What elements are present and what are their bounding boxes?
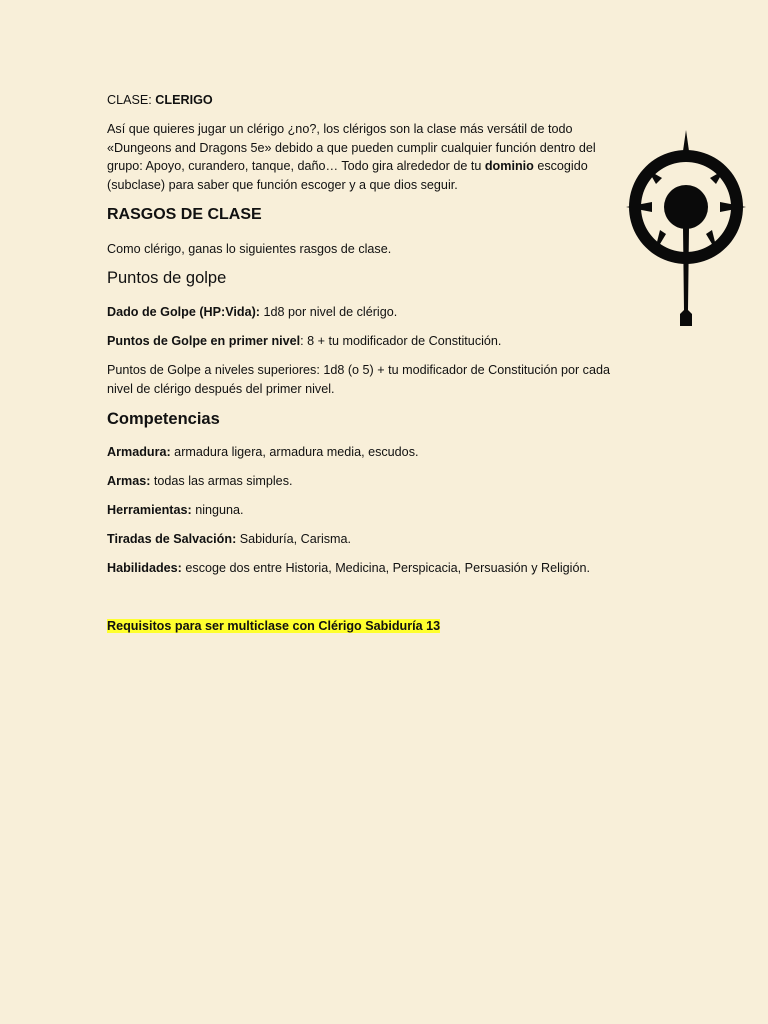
intro-line-3-pre: grupo: Apoyo, curandero, tanque, daño… Todo gira alrededor de tu <box>107 159 485 173</box>
competencia-value: ninguna. <box>191 503 244 517</box>
competencia-value: todas las armas simples. <box>150 474 293 488</box>
rasgos-heading: RASGOS DE CLASE <box>107 206 262 223</box>
intro-line-3 <box>107 157 588 176</box>
class-line <box>107 91 213 110</box>
sun-mace-icon <box>626 130 746 330</box>
superior-line-1: Puntos de Golpe a niveles superiores: 1d8 (o 5) + tu modificador de Constitución por cada <box>107 363 610 377</box>
primer-nivel-value: : 8 + tu modificador de Constitución. <box>300 334 502 348</box>
primer-nivel-label: Puntos de Golpe en primer nivel <box>107 334 301 348</box>
competencia-item <box>107 501 244 520</box>
competencia-label: Herramientas: <box>107 503 192 517</box>
intro-line-3-post: escogido <box>533 159 588 173</box>
competencia-item <box>107 530 351 549</box>
intro-line-2: «Dungeons and Dragons 5e» debido a que pueden cumplir cualquier función dentro del <box>107 140 596 155</box>
class-name: CLERIGO <box>155 93 213 107</box>
competencia-value: escoge dos entre Historia, Medicina, Perspicacia, Persuasión y Religión. <box>181 561 590 575</box>
superior-line-2: nivel de clérigo después del primer nivel. <box>107 381 335 396</box>
dado-line <box>107 303 397 322</box>
multiclase-highlight: Requisitos para ser multiclase con Clérigo Sabiduría 13 <box>107 619 441 633</box>
puntos-heading: Puntos de golpe <box>107 269 227 287</box>
competencia-item <box>107 443 419 462</box>
dado-label: Dado de Golpe (HP:Vida): <box>107 305 261 319</box>
rasgos-text: Como clérigo, ganas lo siguientes rasgos de clase. <box>107 242 392 256</box>
competencia-item <box>107 472 293 491</box>
competencia-label: Habilidades: <box>107 561 182 575</box>
competencia-value: armadura ligera, armadura media, escudos. <box>170 445 419 459</box>
competencia-item <box>107 559 590 578</box>
intro-dominio: dominio <box>484 159 534 173</box>
class-prefix: CLASE: <box>107 93 156 107</box>
competencia-label: Tiradas de Salvación: <box>107 532 237 546</box>
competencia-value: Sabiduría, Carisma. <box>236 532 352 546</box>
multiclase-requirement <box>107 617 440 636</box>
competencia-label: Armadura: <box>107 445 171 459</box>
dado-value: 1d8 por nivel de clérigo. <box>260 305 398 319</box>
primer-nivel-line <box>107 332 501 351</box>
intro-line-1: Así que quieres jugar un clérigo ¿no?, los clérigos son la clase más versátil de todo <box>107 122 573 136</box>
intro-line-4: (subclase) para saber que función escoger y a que dios seguir. <box>107 177 458 192</box>
competencia-label: Armas: <box>107 474 151 488</box>
competencias-heading: Competencias <box>107 410 220 428</box>
